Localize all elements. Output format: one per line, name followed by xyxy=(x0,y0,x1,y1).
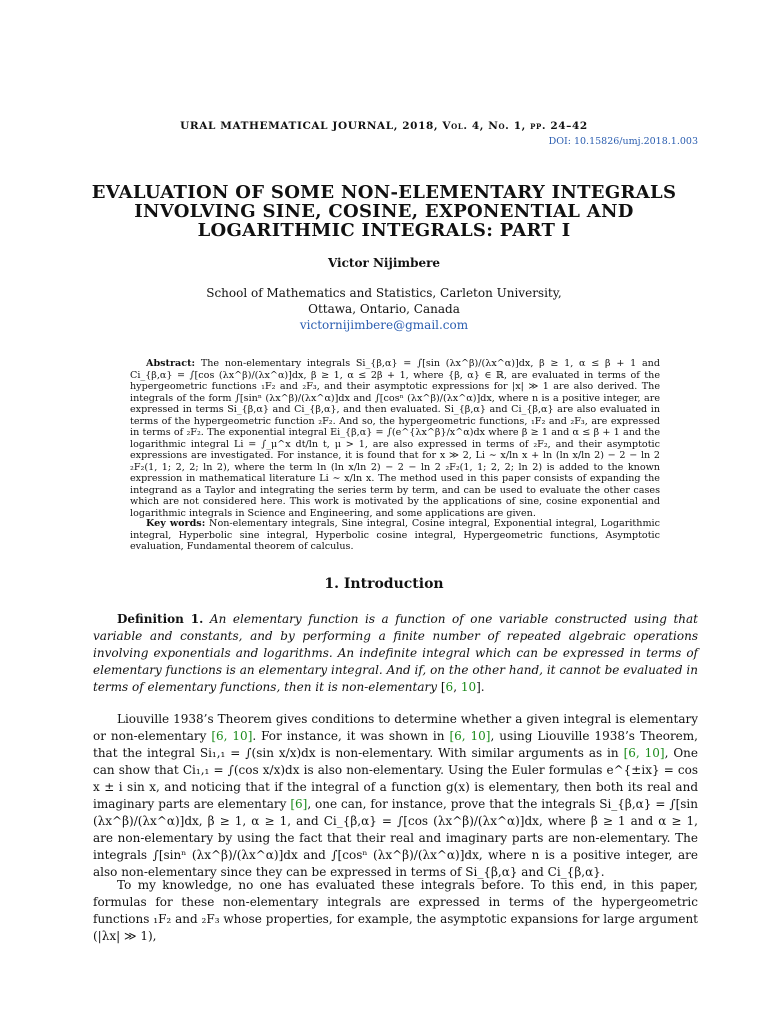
citation-link[interactable]: [6, 10] xyxy=(211,729,253,743)
author-email-link[interactable]: victornijimbere@gmail.com xyxy=(299,318,469,332)
keywords-label: Key words: xyxy=(146,518,206,529)
paper-title: EVALUATION OF SOME NON-ELEMENTARY INTEGRALS INVOLVING SINE, COSINE, EXPONENTIAL AND LOGARITHMIC INTEGRALS: PART I xyxy=(91,182,677,241)
abstract-label: Abstract: xyxy=(146,358,196,369)
citation-link[interactable]: 6 xyxy=(445,680,454,694)
paragraph-text: . For instance, it was shown in xyxy=(252,729,450,743)
section-heading: 1. Introduction xyxy=(324,576,444,592)
author-name: Victor Nijimbere xyxy=(327,256,441,270)
definition-label: Definition 1. xyxy=(117,612,204,626)
paragraph-text: , One can show that Ci₁,₁ = ∫(cos x/x)dx is also non-elementary. Using the Euler formulas e^{±ix} = cos x ± i sin x, and noticing that if the integral of a function g(x) is elementary, then both its real and imaginary parts are elementary xyxy=(93,746,698,811)
definition-block xyxy=(93,611,698,696)
keywords-text: Non-elementary integrals, Sine integral, Cosine integral, Exponential integral, Logarithmic integral, Hyperbolic sine integral, Hyperbolic cosine integral, Hypergeometric functions, Asymptotic evaluation, Fundamental theorem of calculus. xyxy=(130,518,660,552)
paragraph-text: , using Liouville 1938’s Theorem, that the integral Si₁,₁ = ∫(sin x/x)dx is non-elementary. With similar arguments as in xyxy=(93,729,698,760)
citation-link[interactable]: [6, 10] xyxy=(449,729,491,743)
paragraph-liouville xyxy=(93,711,698,881)
citation-link[interactable]: 10 xyxy=(460,680,477,694)
definition-cite-sep: , xyxy=(453,680,461,694)
paragraph-motivation: To my knowledge, no one has evaluated these integrals before. To this end, in this paper, formulas for these non-elementary integrals are expressed in terms of the hypergeometric functions ₁F₂ and ₂F₃ whose properties, for example, the asymptotic expansions for large argument (|λx| ≫ 1), xyxy=(93,878,698,943)
journal-header: URAL MATHEMATICAL JOURNAL, 2018, Vol. 4, No. 1, pp. 24–42 xyxy=(180,120,588,132)
affiliation-line-2: Ottawa, Ontario, Canada xyxy=(308,302,460,316)
abstract xyxy=(130,358,660,519)
definition-text: An elementary function is a function of one variable constructed using that variable and constants, and by performing a finite number of repeated algebraic operations involving exponentials and logarithms. An indefinite integral which can be expressed in terms of elementary functions is an elementary integral. And if, on the other hand, it cannot be evaluated in terms of elementary functions, then it is non-elementary xyxy=(93,612,698,694)
affiliation-line-1: School of Mathematics and Statistics, Carleton University, xyxy=(206,286,562,300)
definition-cite-open: [ xyxy=(440,680,446,694)
citation-link[interactable]: [6] xyxy=(290,797,308,811)
citation-link[interactable]: [6, 10] xyxy=(623,746,665,760)
paragraph-text: , one can, for instance, prove that the integrals Si_{β,α} = ∫[sin (λx^β)/(λx^α)]dx, β ≥ 1, α ≥ 1, and Ci_{β,α} = ∫[cos (λx^β)/(λx^α)]dx, where β ≥ 1 and α ≥ 1, are non-elementary by using the fact that their real and imaginary parts are non-elementary. The integrals ∫[sinⁿ (λx^β)/(λx^α)]dx and ∫[cosⁿ (λx^β)/(λx^α)]dx, where n is a positive integer, are also non-elementary since they can be expressed in terms of Si_{β,α} and Ci_{β,α}. xyxy=(93,797,698,879)
keywords xyxy=(130,518,660,553)
paragraph-text: Liouville 1938’s Theorem gives conditions to determine whether a given integral is elementary or non-elementary xyxy=(93,712,698,743)
abstract-text: The non-elementary integrals Si_{β,α} = ∫[sin (λx^β)/(λx^α)]dx, β ≥ 1, α ≤ β + 1 and Ci_{β,α} = ∫[cos (λx^β)/(λx^α)]dx, β ≥ 1, α ≤ 2β + 1, where {β, α} ∈ ℝ, are evaluated in terms of the hypergeometric functions ₁F₂ and ₂F₃, and their asymptotic expressions for |x| ≫ 1 are also derived. The integrals of the form ∫[sinⁿ (λx^β)/(λx^α)]dx and ∫[cosⁿ (λx^β)/(λx^α)]dx, where n is a positive integer, are expressed in terms Si_{β,α} and Ci_{β,α}, and then evaluated. Si_{β,α} and Ci_{β,α} are also evaluated in terms of the hypergeometric function ₂F₂. And so, the hypergeometric functions, ₁F₂ and ₂F₃, are expressed in terms of ₂F₂. The exponential integral Ei_{β,α} = ∫(e^{λx^β}/x^α)dx where β ≥ 1 and α ≤ β + 1 and the logarithmic integral Li = ∫_μ^x dt/ln t, μ > 1, are also expressed in terms of ₂F₂, and their asymptotic expressions are investigated. For instance, it is found that for x ≫ 2, Li ∼ x/ln x + ln (ln x/ln 2) − 2 − ln 2 ₂F₂(1, 1; 2, 2; ln 2), where the term ln (ln x/ln 2) − 2 − ln 2 ₂F₂(1, 1; 2, 2; ln 2) is added to the known expression in mathematical literature Li ∼ x/ln x. The method used in this paper consists of expanding the integrand as a Taylor and integrating the series term by term, and can be used to evaluate the other cases which are not considered here. This work is motivated by the applications of sine, cosine exponential and logarithmic integrals in Science and Engineering, and some applications are given. xyxy=(130,358,660,519)
doi-link[interactable]: DOI: 10.15826/umj.2018.1.003 xyxy=(548,136,698,147)
affiliation xyxy=(0,285,768,333)
definition-cite-close: ]. xyxy=(476,680,485,694)
